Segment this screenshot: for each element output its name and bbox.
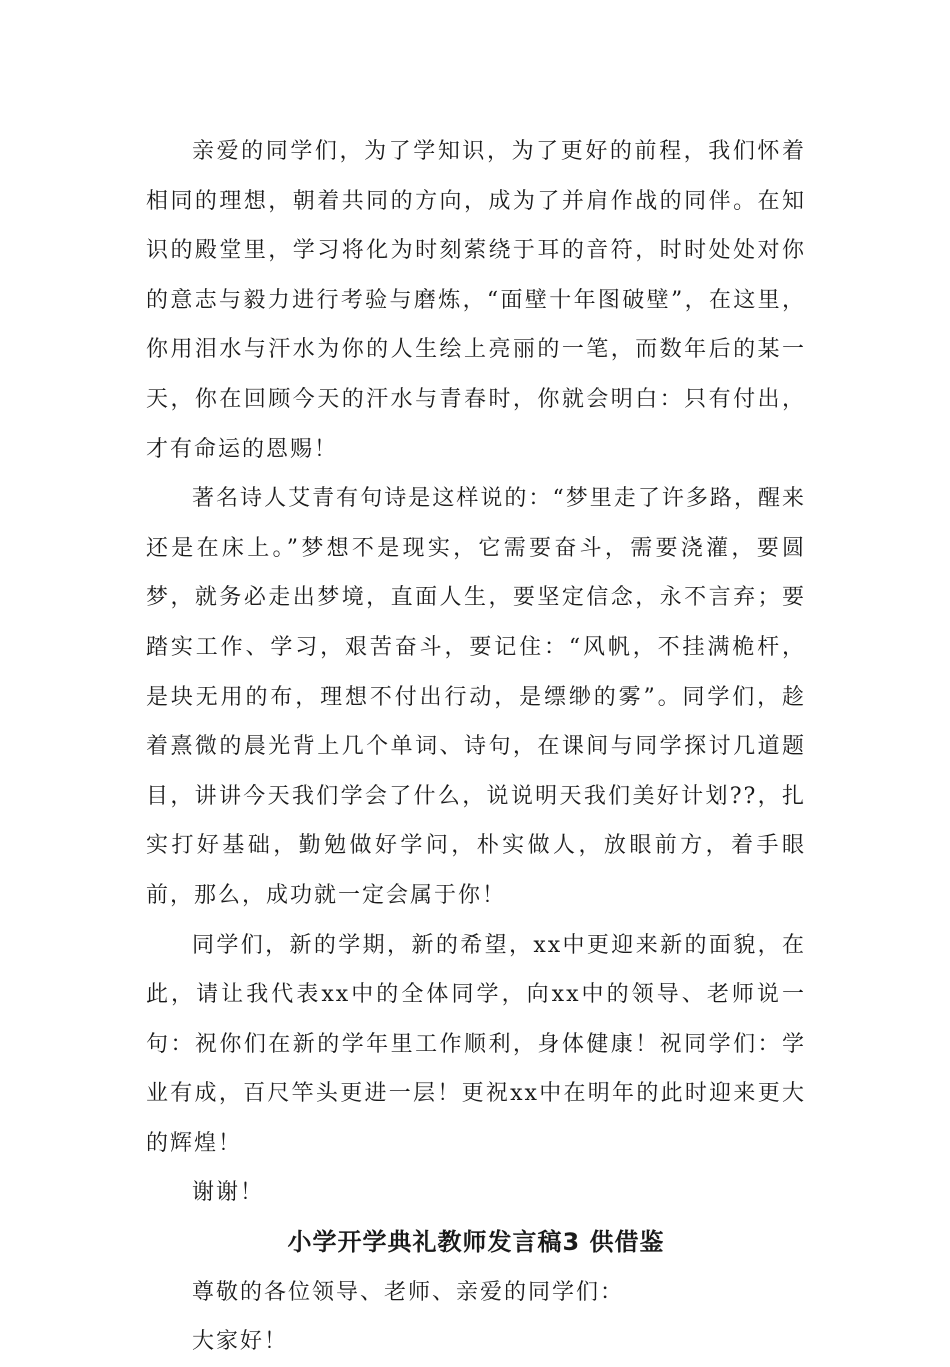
paragraph-wishes: 同学们，新的学期，新的希望，xx中更迎来新的面貌，在此，请让我代表xx中的全体同学，向xx中的领导、老师说一句：祝你们在新的学年里工作顺利，身体健康！祝同学们：学业有成，百尺竿头更进一层！更祝xx中在明年的此时迎来更大的辉煌！ <box>146 932 806 1156</box>
paragraph-thanks: 谢谢！ <box>192 1180 265 1206</box>
document-body <box>146 127 806 1367</box>
section-heading: 小学开学典礼教师发言稿3 供借鉴 <box>287 1228 665 1257</box>
paragraph-intro: 亲爱的同学们，为了学知识，为了更好的前程，我们怀着相同的理想，朝着共同的方向，成为了并肩作战的同伴。在知识的殿堂里，学习将化为时刻萦绕于耳的音符，时时处处对你的意志与毅力进行考验与磨炼，“面壁十年图破壁”，在这里，你用泪水与汗水为你的人生绘上亮丽的一笔，而数年后的某一天，你在回顾今天的汗水与青春时，你就会明白：只有付出，才有命运的恩赐！ <box>146 139 806 462</box>
salutation: 尊敬的各位领导、老师、亲爱的同学们： <box>192 1279 625 1305</box>
greeting: 大家好！ <box>192 1329 289 1355</box>
paragraph-poem: 著名诗人艾青有句诗是这样说的：“梦里走了许多路，醒来还是在床上。”梦想不是现实，它需要奋斗，需要浇灌，要圆梦，就务必走出梦境，直面人生，要坚定信念，永不言弃；要踏实工作、学习，艰苦奋斗，要记住：“风帆，不挂满桅杆，是块无用的布，理想不付出行动，是缥缈的雾”。同学们，趁着熹微的晨光背上几个单词、诗句，在课间与同学探讨几道题目，讲讲今天我们学会了什么，说说明天我们美好计划??，扎实打好基础，勤勉做好学问，朴实做人，放眼前方，着手眼前，那么，成功就一定会属于你！ <box>146 486 806 908</box>
